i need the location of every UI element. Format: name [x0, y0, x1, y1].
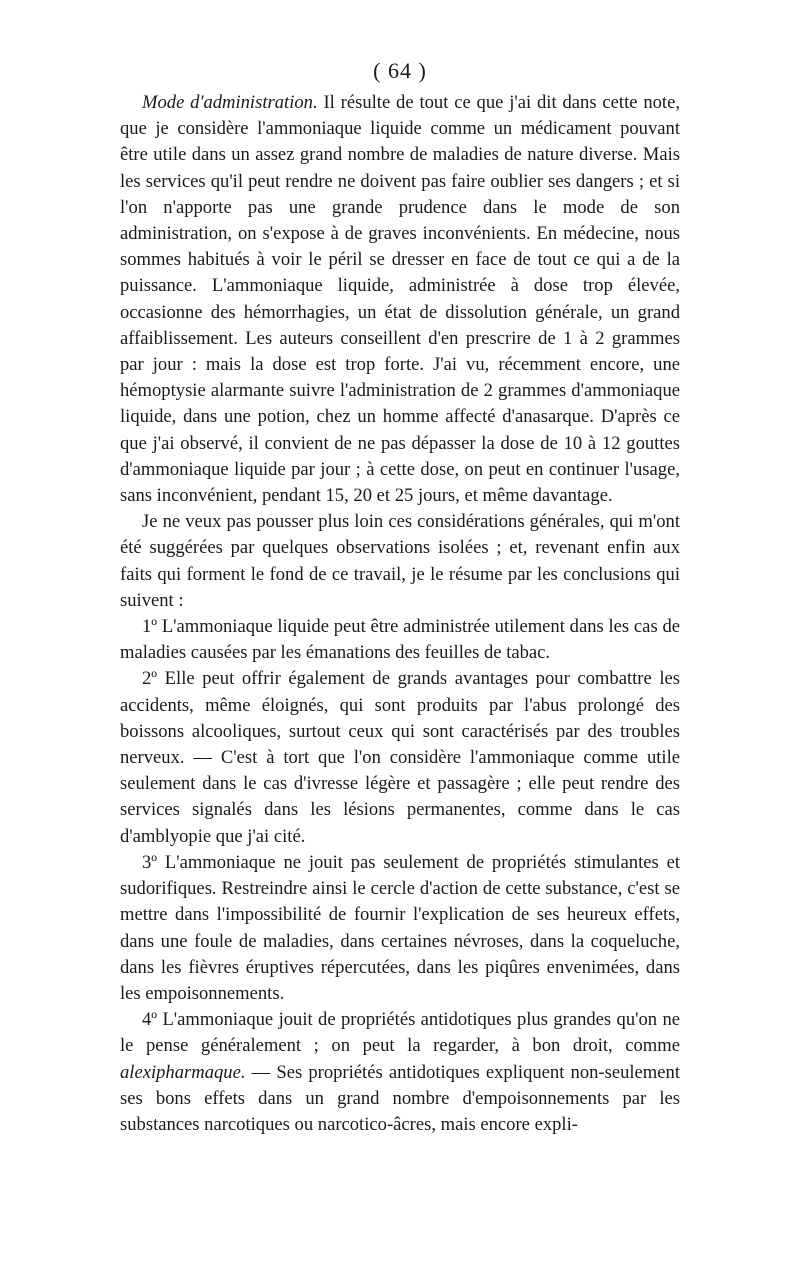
paragraph-text: Je ne veux pas pousser plus loin ces considérations générales, qui m'ont été suggérées par quelques observations isolées ; et, revenant enfin aux faits qui forment le fond de ce travail, je le résume par les conclusions qui suivent : — [120, 511, 680, 611]
paragraph-text: 2º Elle peut offrir également de grands avantages pour combattre les accidents, même éloignés, qui sont produits par l'abus prolongé des boissons alcooliques, surtout ceux qui sont caractérisés par des troubles nerveux. — C'est à tort que l'on considère l'ammoniaque comme utile seulement dans le cas d'ivresse légère et passagère ; elle peut rendre des services signalés dans les lésions permanentes, comme dans le cas d'amblyopie que j'ai cité. — [120, 668, 680, 847]
section-lead: Mode d'administration. — [142, 92, 318, 113]
body-text — [120, 90, 680, 1138]
conclusion-1 — [120, 614, 680, 666]
paragraph-text: — Ses propriétés antidotiques expliquent non-seulement ses bons effets dans un grand nombre d'empoisonnements par les substances narcotiques ou narcotico-âcres, mais encore expli- — [120, 1061, 680, 1135]
page-number: ( 64 ) — [373, 58, 427, 83]
paragraph-text: 1º L'ammoniaque liquide peut être administrée utilement dans les cas de maladies causées par les émanations des feuilles de tabac. — [120, 616, 680, 664]
paragraph-text: 3º L'ammoniaque ne jouit pas seulement de propriétés stimulantes et sudorifiques. Restreindre ainsi le cercle d'action de cette substance, c'est se mettre dans l'impossibilité de fournir l'explication de ses heureux effets, dans une foule de maladies, dans certaines névroses, dans la coqueluche, dans les fièvres éruptives répercutées, dans les piqûres envenimées, dans les empoisonnements. — [120, 851, 680, 1004]
conclusion-3 — [120, 850, 680, 1007]
paragraph-administration — [120, 90, 680, 509]
conclusion-4 — [120, 1007, 680, 1138]
conclusion-2 — [120, 666, 680, 849]
paragraph-text: 4º L'ammoniaque jouit de propriétés antidotiques plus grandes qu'on ne le pense généralement ; on peut la regarder, à bon droit, comme — [120, 1009, 680, 1057]
italic-term: alexipharmaque. — [120, 1061, 246, 1083]
paragraph-conclusions-intro — [120, 509, 680, 614]
paragraph-text: Il résulte de tout ce que j'ai dit dans cette note, que je considère l'ammoniaque liquide comme un médicament pouvant être utile dans un assez grand nombre de maladies de nature diverse. Mais les services qu'il peut rendre ne doivent pas faire oublier ses dangers ; et si l'on n'apporte pas une grande prudence dans le mode de son administration, on s'expose à de graves inconvénients. En médecine, nous sommes habitués à voir le péril se dresser en face de tout ce qui a de la puissance. L'ammoniaque liquide, administrée à dose trop élevée, occasionne des hémorrhagies, un état de dissolution générale, un grand affaiblissement. Les auteurs conseillent d'en prescrire de 1 à 2 grammes par jour : mais la dose est trop forte. J'ai vu, récemment encore, une hémoptysie alarmante suivre l'administration de 2 grammes d'ammoniaque liquide, dans une potion, chez un homme affecté d'anasarque. D'après ce que j'ai observé, il convient de ne pas dépasser la dose de 10 à 12 gouttes d'ammoniaque liquide par jour ; à cette dose, on peut en continuer l'usage, sans inconvénient, pendant 15, 20 et 25 jours, et même davantage. — [120, 92, 680, 507]
